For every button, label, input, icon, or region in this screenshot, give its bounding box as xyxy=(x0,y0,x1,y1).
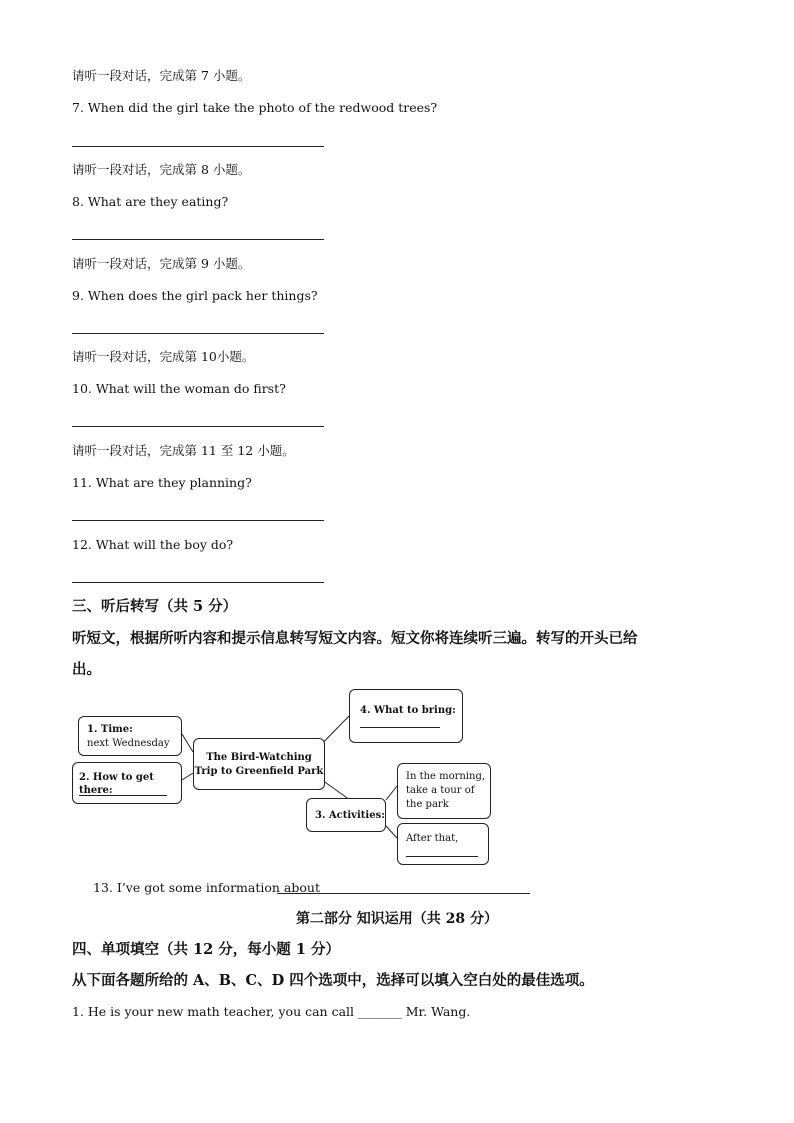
how-answer-line[interactable] xyxy=(79,795,167,796)
part2-title: 第二部分 知识运用（共 28 分） xyxy=(295,911,499,927)
what-to-bring-box xyxy=(349,689,463,743)
section3-instruction-line1: 听短文，根据所听内容和提示信息转写短文内容。短文你将连续听三遍。转写的开头已给 xyxy=(72,630,638,647)
question-1-text-before: 1. He is your new math teacher, you can call xyxy=(72,1004,355,1019)
question-1 xyxy=(72,1004,470,1020)
question-11: 11. What are they planning? xyxy=(72,475,252,490)
instruction-q11-12: 请听一段对话，完成第 11 至 12 小题。 xyxy=(72,443,295,458)
after-that-box xyxy=(397,823,489,865)
question-12: 12. What will the boy do? xyxy=(72,537,234,552)
question-1-text-after: Mr. Wang. xyxy=(405,1004,471,1019)
after-label: After that, xyxy=(406,833,459,844)
answer-line-q13[interactable] xyxy=(277,893,530,894)
question-7: 7. When did the girl take the photo of the redwood trees? xyxy=(72,100,438,115)
question-9: 9. When does the girl pack her things? xyxy=(72,288,318,303)
morning-line1: In the morning, xyxy=(406,771,486,782)
section3-title: 三、听后转写（共 5 分） xyxy=(72,598,238,615)
instruction-q7: 请听一段对话，完成第 7 小题。 xyxy=(72,68,251,83)
instruction-q9: 请听一段对话，完成第 9 小题。 xyxy=(72,256,251,271)
time-value: next Wednesday xyxy=(87,738,170,749)
time-label: 1. Time: xyxy=(87,724,133,735)
how-label: 2. How to get there: xyxy=(79,772,154,796)
center-topic-line1: The Bird-Watching xyxy=(206,752,312,763)
question-1-blank[interactable]: _______ xyxy=(358,1004,402,1019)
center-topic-line2: Trip to Greenfield Park xyxy=(194,766,324,777)
morning-line2: take a tour of xyxy=(406,785,475,796)
section4-title: 四、单项填空（共 12 分，每小题 1 分） xyxy=(72,941,340,958)
center-topic-box xyxy=(193,738,325,790)
question-10: 10. What will the woman do first? xyxy=(72,381,286,396)
after-answer-line[interactable] xyxy=(406,856,478,857)
bring-label: 4. What to bring: xyxy=(360,705,456,716)
instruction-q10: 请听一段对话，完成第 10小题。 xyxy=(72,349,255,364)
section3-instruction-line2: 出。 xyxy=(72,661,101,678)
how-to-get-there-box xyxy=(72,762,182,804)
time-box xyxy=(78,716,182,756)
bring-answer-line[interactable] xyxy=(360,727,440,728)
morning-box xyxy=(397,763,491,819)
section4-instruction: 从下面各题所给的 A、B、C、D 四个选项中，选择可以填入空白处的最佳选项。 xyxy=(72,972,594,989)
activities-box xyxy=(306,798,386,832)
instruction-q8: 请听一段对话，完成第 8 小题。 xyxy=(72,162,251,177)
morning-line3: the park xyxy=(406,799,449,810)
question-13: 13. I’ve got some information about xyxy=(93,880,320,895)
activities-label: 3. Activities: xyxy=(315,810,385,821)
question-8: 8. What are they eating? xyxy=(72,194,229,209)
